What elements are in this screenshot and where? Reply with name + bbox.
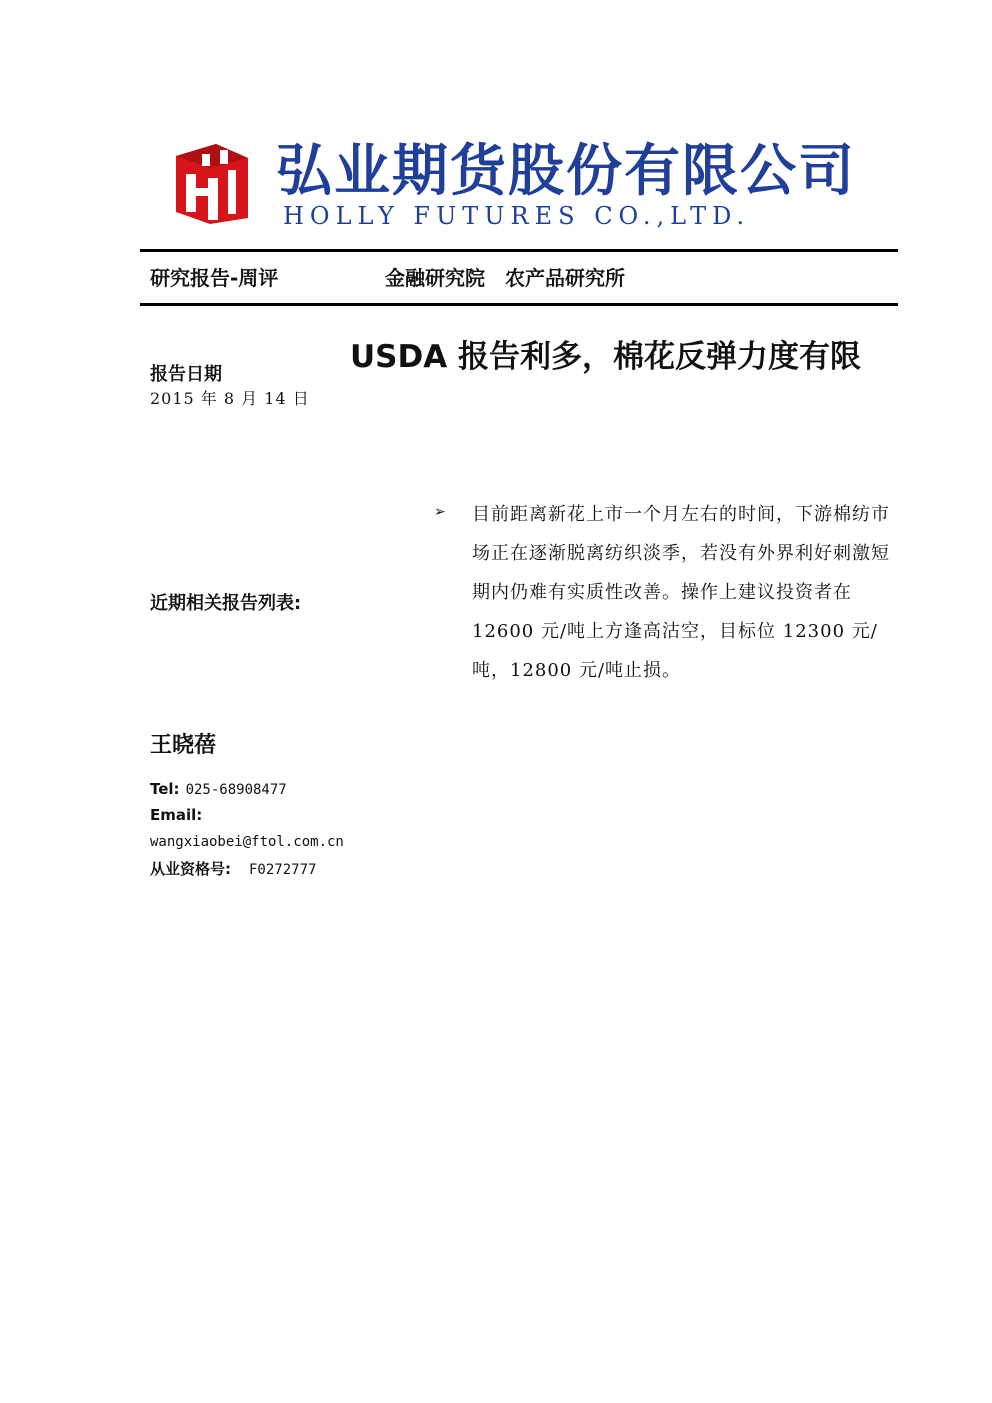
tel-label: Tel:	[150, 780, 180, 798]
analyst-license	[150, 858, 316, 879]
research-institutes: 金融研究院 农产品研究所	[385, 266, 625, 290]
summary-text: 目前距离新花上市一个月左右的时间，下游棉纺市场正在逐渐脱离纺织淡季，若没有外界利好刺激短期内仍难有实质性改善。操作上建议投资者在 12600 元/吨上方逢高沽空，目标位 12300 元/吨，12800 元/吨止损。	[472, 504, 890, 681]
email-value[interactable]: wangxiaobei@ftol.com.cn	[150, 834, 344, 850]
license-label: 从业资格号:	[150, 860, 231, 878]
report-date-value: 2015 年 8 月 14 日	[150, 389, 310, 408]
report-type: 研究报告-周评	[150, 266, 279, 290]
header-bottom-rule	[140, 303, 898, 306]
email-label: Email:	[150, 806, 203, 824]
related-reports-label: 近期相关报告列表:	[150, 593, 302, 614]
company-logo	[168, 139, 856, 230]
company-name-en: HOLLY FUTURES CO.,LTD.	[283, 202, 751, 230]
analyst-email[interactable]	[150, 832, 344, 850]
header-top-rule	[140, 249, 898, 252]
tel-value: 025-68908477	[185, 782, 287, 798]
report-date-label: 报告日期	[150, 364, 222, 385]
analyst-name: 王晓蓓	[150, 733, 217, 758]
analyst-tel	[150, 780, 287, 798]
company-logo-mark-icon	[168, 140, 252, 224]
company-name-cn: 弘业期货股份有限公司	[276, 139, 856, 204]
arrow-bullet-icon: ➢	[434, 504, 446, 520]
license-value: F0272777	[249, 862, 317, 878]
report-title: USDA 报告利多，棉花反弹力度有限	[350, 339, 862, 375]
